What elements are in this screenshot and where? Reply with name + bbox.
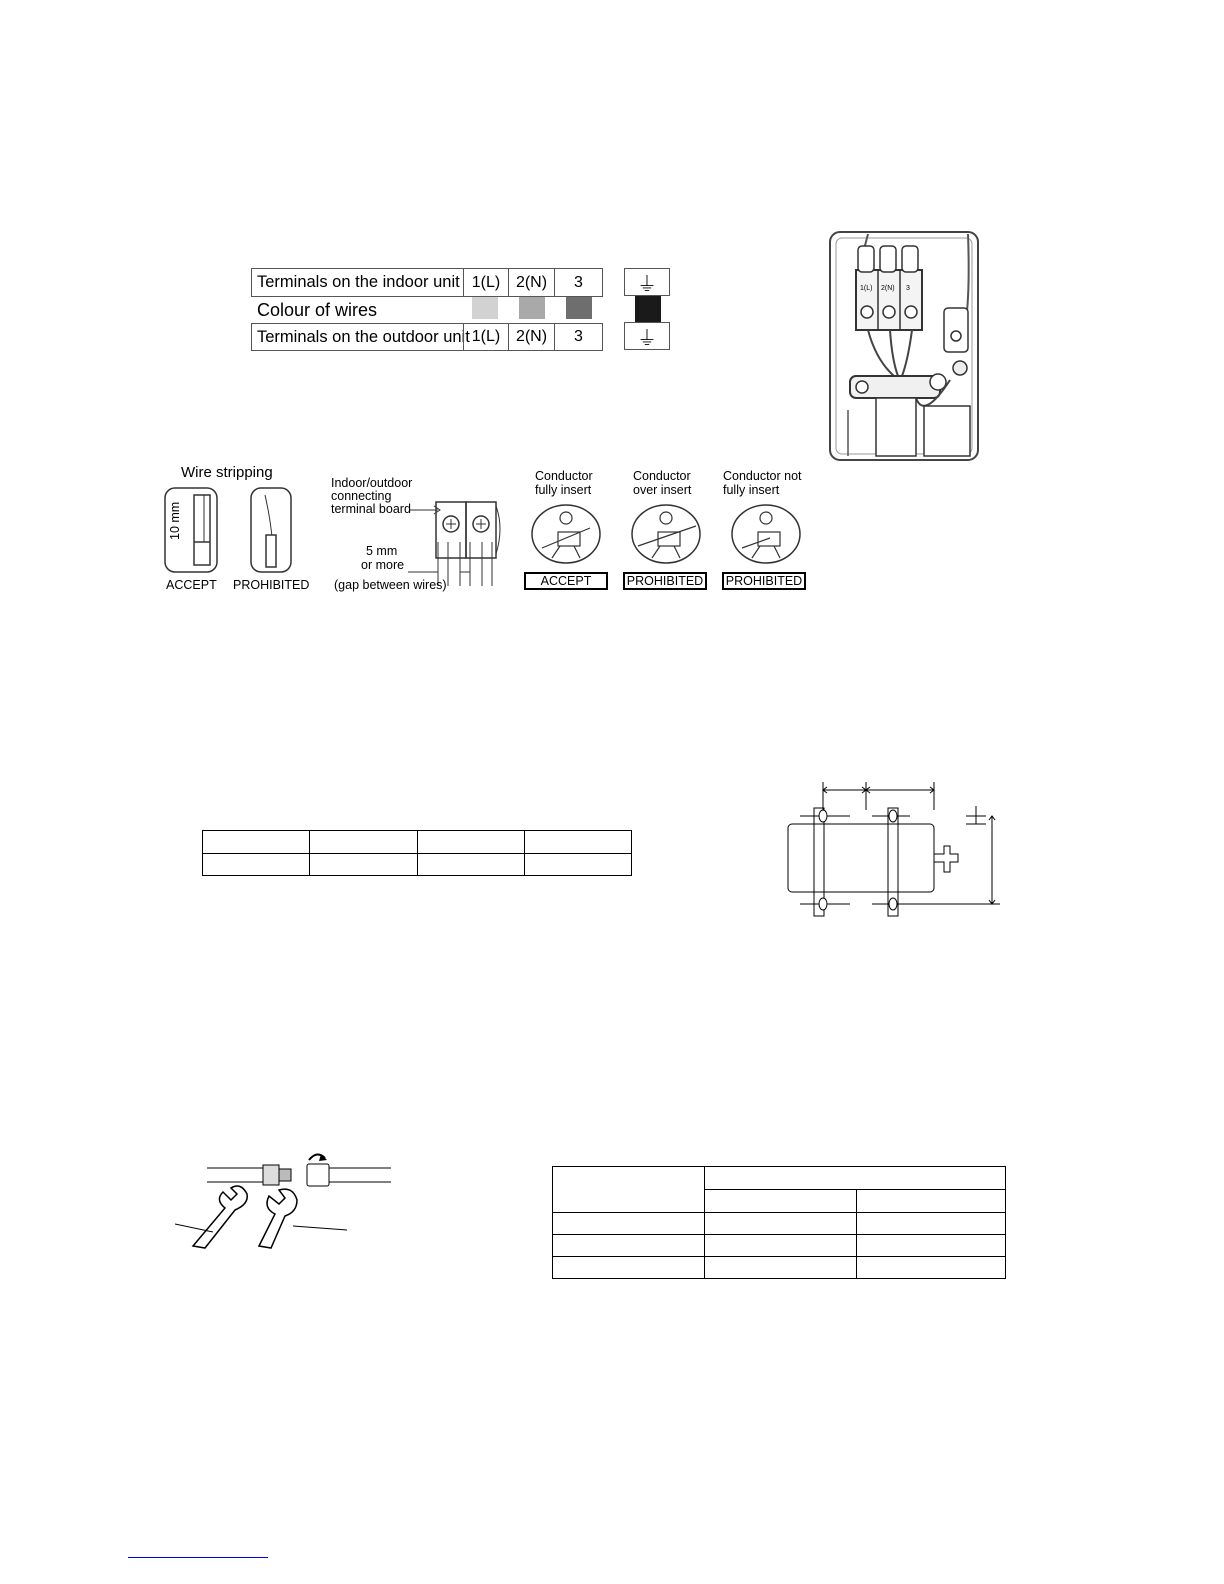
indoor-terminal-3: 3 [554,268,603,297]
table-cell [553,1167,705,1213]
indoor-earth-terminal: ⏚ [624,268,670,296]
conductor-label-1-line2: fully insert [535,483,592,497]
terminal-board-label-line2: connecting [331,489,392,503]
wire-stripping-illustration [164,487,304,575]
table-cell [857,1190,1006,1213]
table-cell [705,1213,857,1235]
outdoor-earth-terminal: ⏚ [624,322,670,350]
photo-terminal-label-3: 3 [906,285,910,292]
conductor-label-3-line1: Conductor not [723,469,802,483]
conductor-tag-prohibited-2: PROHIBITED [722,572,806,590]
earth-wire-colour-swatch [635,296,661,322]
flare-nut-wrench-illustration [175,1150,395,1250]
table-cell [553,1213,705,1235]
table-cell [203,853,310,876]
empty-spec-table [202,830,632,876]
outdoor-terminals-label: Terminals on the outdoor unit [251,323,464,351]
mounting-dimension-diagram [780,780,1010,920]
terminal-board-label-line3: terminal board [331,502,411,516]
table-cell [524,831,631,854]
strip-length-label: 10 mm [168,501,182,540]
outdoor-terminal-3: 3 [554,323,603,351]
conductor-label-1-line1: Conductor [535,469,593,483]
wire-colour-swatch-1 [472,297,498,319]
gap-value-suffix: or more [361,558,405,572]
table-cell [857,1257,1006,1279]
table-cell [705,1167,1006,1190]
indoor-terminals-label: Terminals on the indoor unit [251,268,464,297]
conductor-label-3-line2: fully insert [723,483,780,497]
conductor-label-2-line2: over insert [633,483,692,497]
table-cell [417,853,524,876]
gap-value: 5 mm [366,544,398,558]
empty-torque-table [552,1166,1006,1279]
terminal-board-label-line1: Indoor/outdoor [331,476,413,490]
wire-colour-swatch-2 [519,297,545,319]
conductor-tag-prohibited-1: PROHIBITED [623,572,707,590]
photo-terminal-label-1: 1(L) [860,285,873,292]
outdoor-terminal-2: 2(N) [508,323,555,351]
terminal-block-illustration [828,230,980,462]
table-cell [857,1235,1006,1257]
wire-stripping-title: Wire stripping [181,464,273,481]
wire-colour-swatch-3 [566,297,592,319]
table-cell [705,1235,857,1257]
indoor-terminal-2: 2(N) [508,268,555,297]
colour-of-wires-label: Colour of wires [257,300,378,320]
photo-terminal-label-2: 2(N) [881,285,895,292]
footer-link[interactable] [128,1557,268,1558]
wire-stripping-prohibited: PROHIBITED [233,578,310,592]
table-cell [524,853,631,876]
terminal-board-illustration [408,498,504,590]
table-cell [310,831,417,854]
outdoor-terminal-1: 1(L) [463,323,509,351]
gap-note: (gap between wires) [334,578,447,592]
table-cell [705,1190,857,1213]
indoor-terminal-1: 1(L) [463,268,509,297]
table-cell [553,1257,705,1279]
wire-stripping-accept: ACCEPT [166,578,217,592]
table-cell [310,853,417,876]
conductor-tag-accept: ACCEPT [524,572,608,590]
conductor-insert-illustrations [530,502,810,566]
terminal-colour-table [251,268,671,352]
table-cell [857,1213,1006,1235]
conductor-label-2-line1: Conductor [633,469,691,483]
table-cell [553,1235,705,1257]
table-cell [417,831,524,854]
table-cell [705,1257,857,1279]
table-cell [203,831,310,854]
